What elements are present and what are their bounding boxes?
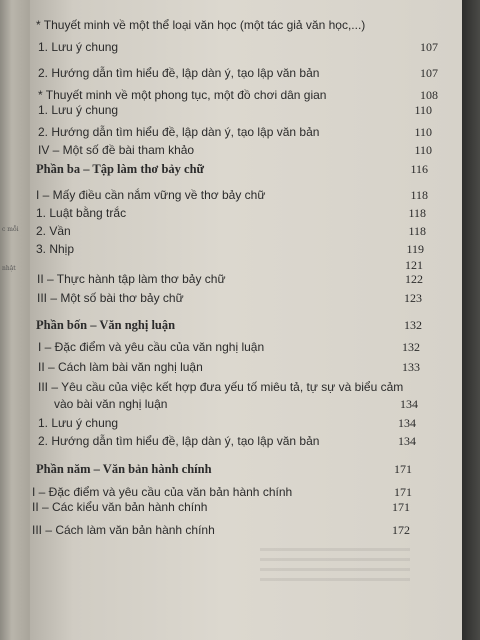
toc-page-number: 110	[414, 125, 432, 139]
toc-entry-title: II – Cách làm bài văn nghị luận	[38, 360, 203, 374]
toc-entry	[30, 416, 462, 436]
toc-page-number: 171	[392, 500, 410, 514]
margin-note: nhật	[2, 265, 16, 272]
margin-note: c mỗi	[2, 226, 19, 233]
toc-page-number: 118	[408, 224, 426, 238]
toc-entry	[30, 188, 462, 208]
toc-page-number: 118	[408, 206, 426, 220]
toc-page-number: 172	[392, 523, 410, 537]
toc-entry	[30, 272, 462, 292]
toc-entry-title: III – Yêu cầu của việc kết hợp đưa yếu tố miêu tả, tự sự và biểu cảm	[38, 380, 404, 394]
toc-entry	[30, 360, 462, 380]
toc-page-number: 134	[398, 434, 416, 448]
toc-page-number: 107	[420, 66, 438, 80]
toc-entry	[30, 224, 462, 244]
toc-entry	[30, 523, 462, 543]
toc-entry	[30, 125, 462, 145]
toc-page-number: 134	[398, 416, 416, 430]
toc-page-number: 133	[402, 360, 420, 374]
toc-entry-title: 2. Hướng dẫn tìm hiểu đề, lập dàn ý, tạo lập văn bản	[38, 66, 320, 80]
book-page	[30, 0, 462, 640]
toc-page-number: 119	[406, 242, 424, 256]
toc-entry	[30, 18, 462, 38]
toc-page-number: 118	[410, 188, 428, 202]
toc-entry-title: 1. Lưu ý chung	[38, 40, 119, 54]
toc-page-number: 132	[404, 318, 422, 332]
toc-entry	[30, 206, 462, 226]
toc-entry-title: 3. Nhịp	[36, 242, 75, 256]
toc-section-heading	[30, 318, 462, 338]
toc-entry-title: III – Một số bài thơ bảy chữ	[37, 291, 184, 305]
left-page-edge	[0, 0, 30, 640]
toc-entry-title: * Thuyết minh về một thể loại văn học (một tác giả văn học,...)	[36, 18, 366, 32]
toc-entry	[30, 397, 462, 417]
toc-entry-title: * Thuyết minh về một phong tục, một đồ chơi dân gian	[38, 88, 327, 102]
toc-entry	[30, 103, 462, 123]
toc-page-number: 122	[405, 272, 423, 286]
toc-page-number: 116	[410, 162, 428, 176]
right-shadow	[462, 0, 480, 640]
toc-entry	[30, 500, 462, 520]
table-of-contents	[30, 0, 462, 640]
toc-page-number: 123	[404, 291, 422, 305]
toc-page-number: 132	[402, 340, 420, 354]
toc-entry	[30, 434, 462, 454]
toc-entry	[30, 66, 462, 86]
toc-entry-title: Phần năm – Văn bản hành chính	[36, 462, 212, 476]
toc-entry-title: I – Đặc điểm và yêu cầu của văn bản hành chính	[32, 485, 293, 499]
toc-page-number: 171	[394, 485, 412, 499]
toc-entry	[30, 40, 462, 60]
toc-entry-title: 1. Luật bằng trắc	[36, 206, 127, 220]
toc-page-number: 108	[420, 88, 438, 102]
toc-section-heading	[30, 462, 462, 482]
toc-page-number: 110	[414, 103, 432, 117]
toc-page-number: 171	[394, 462, 412, 476]
toc-entry-title: Phần bốn – Văn nghị luận	[36, 318, 176, 332]
toc-entry-title: 1. Lưu ý chung	[38, 416, 119, 430]
toc-entry-title: vào bài văn nghị luận	[54, 397, 168, 411]
toc-entry-title: II – Các kiểu văn bản hành chính	[32, 500, 208, 514]
toc-entry-title: II – Thực hành tập làm thơ bảy chữ	[37, 272, 226, 286]
toc-entry-title: I – Đặc điểm và yêu cầu của văn nghị luận	[38, 340, 265, 354]
toc-page-number: 134	[400, 397, 418, 411]
bleed-through-text	[260, 548, 410, 588]
toc-page-number: 110	[414, 143, 432, 157]
toc-section-heading	[30, 162, 462, 182]
toc-entry	[30, 143, 462, 163]
toc-page-number: 107	[420, 40, 438, 54]
toc-entry-title: I – Mấy điều cần nắm vững về thơ bảy chữ	[36, 188, 266, 202]
toc-entry-title: 2. Hướng dẫn tìm hiểu đề, lập dàn ý, tạo lập văn bản	[38, 125, 320, 139]
toc-entry	[30, 340, 462, 360]
toc-entry-title: 2. Hướng dẫn tìm hiểu đề, lập dàn ý, tạo lập văn bản	[38, 434, 320, 448]
toc-entry-title: III – Cách làm văn bản hành chính	[32, 523, 215, 537]
toc-entry-title: IV – Một số đề bài tham khảo	[38, 143, 195, 157]
toc-entry-title: Phần ba – Tập làm thơ bảy chữ	[36, 162, 205, 176]
toc-entry	[30, 291, 462, 311]
toc-entry-title: 2. Vần	[36, 224, 71, 238]
toc-page-number: 121	[405, 258, 423, 272]
toc-entry-title: 1. Lưu ý chung	[38, 103, 119, 117]
